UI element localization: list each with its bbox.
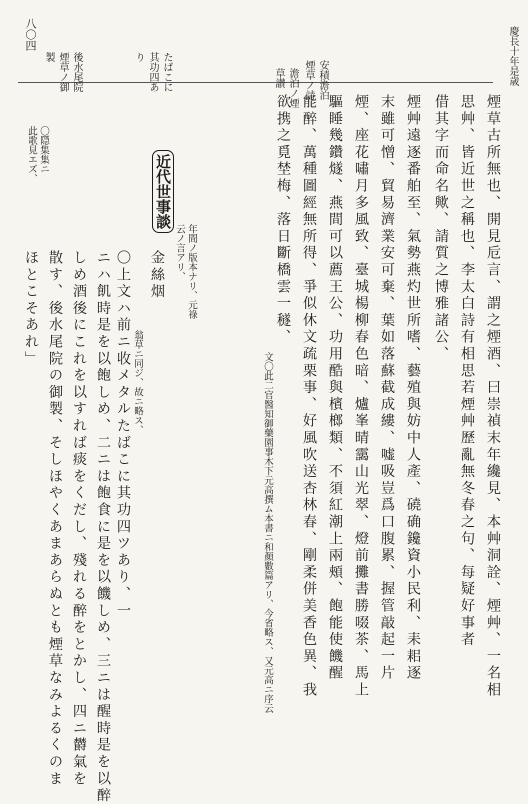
headnote-tabako <box>160 52 173 92</box>
headnote-gomizunoo <box>70 52 83 92</box>
ending-note-1: 〇隠集集ニ <box>38 126 49 174</box>
headnote-tabako-3 <box>132 52 145 62</box>
text-column-1: 煙草古所無也、開見卮言、謂之煙酒、曰崇禎末年纔見、本艸洞詮、煙艸、一名相 <box>485 94 501 699</box>
headnote-line: 其功四あ <box>147 52 158 92</box>
kana-column-3: しめ酒後にこれを以すれば痰をくだし、殘れる醉をとかし、四ニ欝氣を <box>71 250 87 788</box>
text-column-2: 思艸、皆近世之稱也、李太白詩有相思若煙艸歷亂無冬春之句、每疑好事者 <box>459 94 475 649</box>
text-column-6: 煙、座花嘯月多風致、臺城楊柳春色暗、爐峯晴靄山光翠、燈前攤書勝啜茶、馬上 <box>353 94 369 699</box>
headnote-line: り <box>133 52 144 62</box>
genroku-note-2: 云ノ言アリ、 <box>174 224 185 281</box>
page-number: 八〇四 <box>24 18 37 51</box>
headnote-line: 後水尾院 <box>71 52 82 92</box>
headnote-line: 草讃 <box>273 68 284 88</box>
ending-note-2: 此歌見エズ、 <box>26 126 37 183</box>
text-column-4: 煙艸遠逐番舶至、氣勢燕灼世所嗜、藝殖與妨中人產、磽确鑱資小民利、耒耜逐 <box>405 94 421 682</box>
text-column-3: 借其字而命名歟、請質之博雅諸公、 <box>433 94 449 363</box>
headnote-line: たばこに <box>161 52 172 92</box>
genroku-note-1: 年間ノ版本ナリ、元祿 <box>186 224 197 319</box>
kana-column-1: 〇上文ハ前ニ收メタルたばこに其功四ツあり、一 <box>115 250 131 620</box>
headnote-line: 製 <box>43 52 54 62</box>
headnote-line: 安積澹泊 <box>317 60 328 100</box>
kana-column-4: 散す、後水尾院の御製、そしほやくあまあらぬとも煙草なみよるくのま <box>47 250 63 788</box>
headnote-line: 澹泊ノ煙 <box>287 68 298 108</box>
kinshien-label: 金絲烟 <box>149 250 165 301</box>
headnote-gomizunoo-2 <box>56 52 69 92</box>
headnote-gomizunoo-3 <box>42 52 55 62</box>
column-9-note: 文〇此二官醫知御藥園事木下元高撰ム本書ニ和顏數篇アリ、今省略ス、又元高ニ序云 <box>262 352 273 713</box>
text-column-7: 驅睡幾鑽燧、燕間可以薦王公、功用酷與檳榔類、不須紅潮上兩頰、飽能使饑醒 <box>327 94 343 682</box>
kana-column-5: ほとこそあれ」 <box>23 250 39 368</box>
headnote-tanpaku-2 <box>272 68 285 88</box>
text-column-9: 欲携之覓埜梅、落日斷橋雲一穟、 <box>275 94 291 346</box>
kana-column-2: ニハ飢時是を以飽しめ、二ニは飽食に是を以饑しめ、三ニは醒時是を以醉 <box>95 250 111 804</box>
headnote-tabako-2 <box>146 52 159 92</box>
headnote-line: 煙草ノ御 <box>57 52 68 92</box>
kinshien-note: 翁草ニ同ジ、故ニ略ス、 <box>132 330 143 435</box>
header-rule <box>18 82 493 83</box>
running-head: 慶長十年是歳 <box>507 26 518 86</box>
section-title-box: 近代世事談 <box>152 150 174 233</box>
text-column-8: 能醉、萬種圖經無所得、爭似休文疏栗事、好風吹送杏林春、剛柔併美香色異、我 <box>301 94 317 699</box>
headnote-line: 煙草ノ詩 <box>303 60 314 100</box>
text-column-5: 末雖可憎、貿易濟業安可棄、葉如落蘇截成縷、嘘吸豈爲口腹累、握管敲起一片 <box>379 94 395 682</box>
